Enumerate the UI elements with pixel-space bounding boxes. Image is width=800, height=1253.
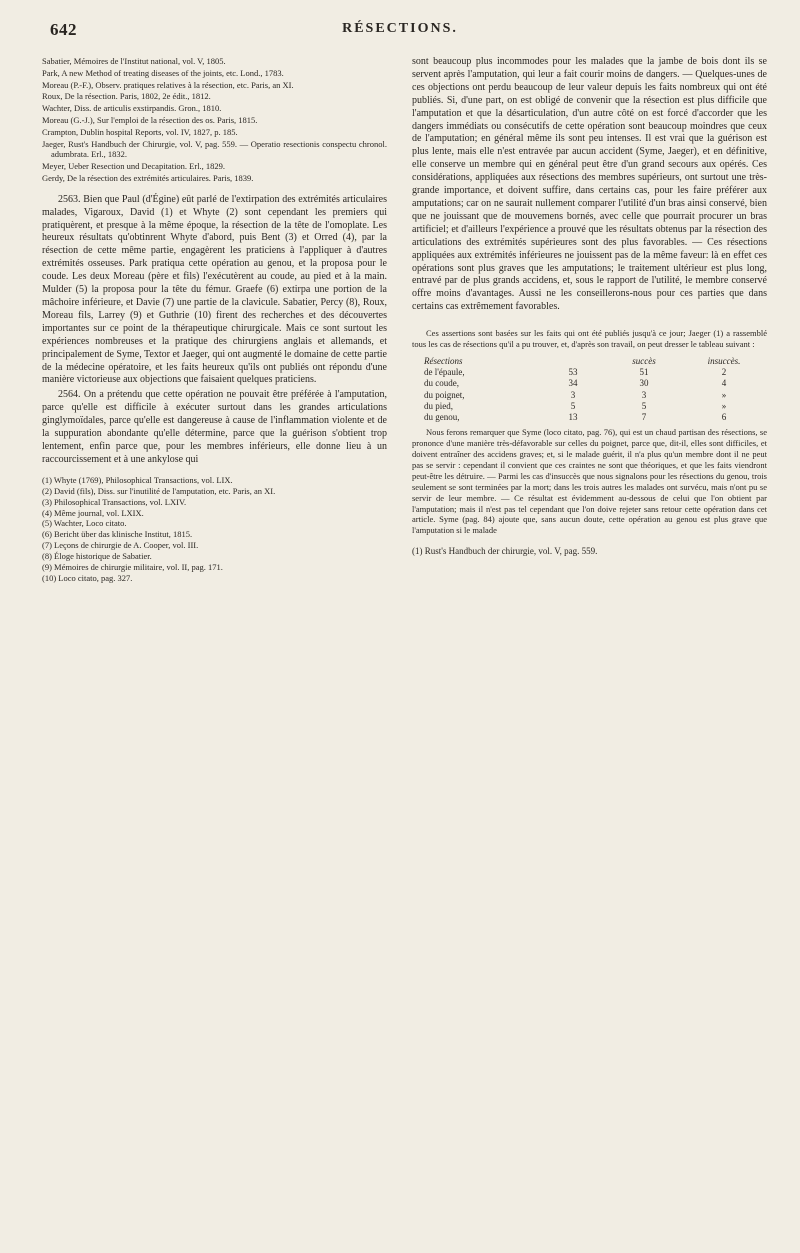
table-row — [412, 390, 767, 401]
table-cell: » — [721, 389, 727, 400]
footnote-intro: Ces assertions sont basées sur les faits qui ont été publiés jusqu'à ce jour; Jaeger (1) a rassemblé tous les cas de résections qu'il a pu trouver, et, d'après son travail, on peut dresser le tableau suivant : — [412, 328, 767, 350]
table-cell: 53 — [568, 367, 578, 378]
table-cell: 3 — [641, 389, 647, 400]
table-row — [412, 367, 767, 378]
running-head: RÉSECTIONS. — [342, 21, 458, 36]
footnote: (4) Même journal, vol. LXIX. — [42, 507, 144, 518]
reference-entry: Moreau (P.-F.), Observ. pratiques relatives à la résection, etc. Paris, an XI. — [42, 79, 294, 90]
paragraph-continued: sont beaucoup plus incommodes pour les malades que la jambe de bois dont ils se servent après l'amputation, qui leur a fait courir moins de dangers. — Quelques-unes de ces objections ont perdu beaucoup de leur valeur depuis les faits nombreux qui ont été publiés. Si, d'une part, on est obligé de convenir que la résection est plus difficile que l'amputation et que la désarticulation, d'un autre côté on est forcé d'accorder que les dangers immédiats ou consécutifs de cette opération sont beaucoup moindres que ceux de l'amputation; en général même ils sont peu intenses. Il est vrai que la guérison est plus lente, mais elle n'est entravée par aucun accident (Syme, Jaeger), et en définitive, elle conserve un membre qui en général peut être d'un grand secours aux opérés. Ces considérations, appliquées aux résections des membres supérieurs, ont surtout une très-grande importance, et doivent suffire, dans certains cas, pour les faire préférer aux amputations; car on ne saurait nullement comparer l'utilité d'un bras ainsi conservé, bien que ne jouissant que de mouvemens bornés, avec celle que pourrait procurer un bras artificiel; et d'ailleurs l'expérience a prouvé que les résultats obtenus par la résection des articulations des extrémités supérieures sont des plus favorables. — Ces résections appliquées aux extrémités inférieures ne jouissent pas de la même faveur: là en effet ces opérations sont plus graves que les amputations; le traitement ultérieur est plus long, entravé par de plus grands accidens, et, sous le rapport de l'utilité, le membre conservé offre moins d'avantages. Aussi ne les conseillerons-nous pour ces parties que dans certains cas extrêmement favorables. — [412, 56, 767, 313]
table-cell: du pied, — [424, 400, 453, 411]
table-cell: 7 — [641, 411, 647, 422]
reference-entry: Moreau (G.-J.), Sur l'emploi de la résection des os. Paris, 1815. — [42, 114, 258, 125]
footnote: (6) Bericht über das klinische Institut, 1815. — [42, 529, 193, 540]
table-header-cell — [542, 356, 604, 367]
page-number: 642 — [50, 20, 77, 39]
table-header-cell: Résections — [424, 355, 463, 366]
table-cell: » — [721, 400, 727, 411]
footnote: (1) Whyte (1769), Philosophical Transactions, vol. LIX. — [42, 474, 233, 485]
reference-entry: Sabatier, Mémoires de l'Institut national, vol. V, 1805. — [42, 56, 226, 66]
reference-entry: Park, A new Method of treating diseases of the joints, etc. Lond., 1783. — [42, 67, 284, 78]
footnote: (1) Rust's Handbuch der chirurgie, vol. V, pag. 559. — [412, 546, 598, 557]
table-cell: 34 — [568, 378, 578, 389]
table-cell: 6 — [721, 411, 727, 422]
table-cell: du genou, — [424, 411, 460, 422]
reference-entry: Wachter, Diss. de articulis exstirpandis. Gron., 1810. — [42, 103, 222, 114]
table-cell: 5 — [641, 400, 647, 411]
footnote: (9) Mémoires de chirurgie militaire, vol. II, pag. 171. — [42, 562, 223, 573]
table-header-row — [412, 356, 767, 367]
footnote: (3) Philosophical Transactions, vol. LXIV. — [42, 496, 187, 507]
footnote: (8) Éloge historique de Sabatier. — [42, 551, 152, 562]
table-cell: de l'épaule, — [424, 367, 465, 378]
table-cell: 3 — [570, 389, 576, 400]
table-cell: 2 — [721, 367, 727, 378]
reference-entry: Gerdy, De la résection des extrémités articulaires. Paris, 1839. — [42, 172, 254, 183]
resection-table — [412, 356, 767, 423]
footnote: (5) Wachter, Loco citato. — [42, 518, 127, 529]
footnote: (10) Loco citato, pag. 327. — [42, 572, 133, 583]
table-cell: du poignet, — [424, 389, 465, 400]
table-cell: 30 — [639, 378, 649, 389]
table-cell: 4 — [721, 378, 727, 389]
right-column — [412, 56, 767, 557]
footnotes — [42, 475, 387, 584]
reference-entry: Meyer, Ueber Resection und Decapitation. Erl., 1829. — [42, 161, 226, 172]
table-cell: 5 — [570, 400, 576, 411]
reference-entry: Roux, De la résection. Paris, 1802, 2e édit., 1812. — [42, 91, 211, 102]
left-column — [42, 56, 387, 584]
page-header — [50, 20, 750, 40]
footnote-after-table: Nous ferons remarquer que Syme (loco citato, pag. 76), qui est un chaud partisan des résections, se prononce d'une manière très-défavorable sur celles du poignet, parce que, dit-il, elles sont difficiles, et doivent entraîner des accidens graves; et, si le malade guérit, il n'a plus qu'un membre dont il ne peut pas se servir : cependant il convient que ces craintes ne sont que théoriques, et que les faits viendront peut-être les détruire. — Parmi les cas d'insuccès que nous signalons pour les résections du genou, trois seulement se sont terminées par la mort; dans les trois autres les malades ont survécu, mais n'ont pu se servir de leur membre. — Ce résultat est évidemment au-dessous de celui que l'on obtient par l'amputation; mais il n'est pas tel cependant que l'on doive rejeter sans retour cette opération dans cet article. Syme (pag. 84) ajoute que, sans aucun doute, cette opération au genou est plus grave que l'amputation si le malade — [412, 427, 767, 536]
table-cell: 51 — [639, 367, 649, 378]
table-row — [412, 378, 767, 389]
footnote: (2) David (fils), Diss. sur l'inutilité de l'amputation, etc. Paris, an XI. — [42, 485, 276, 496]
reference-entry: Crampton, Dublin hospital Reports, vol. IV, 1827, p. 185. — [42, 126, 238, 137]
reference-entry: Jaeger, Rust's Handbuch der Chirurgie, vol. V, pag. 559. — Operatio resectionis conspectu chronol. adumbrata. Erl., 1832. — [42, 138, 387, 160]
table-header-cell: insuccès. — [707, 355, 741, 366]
table-cell: du coude, — [424, 378, 459, 389]
table-cell: 13 — [568, 411, 578, 422]
table-row — [412, 401, 767, 412]
paragraph-2564: 2564. On a prétendu que cette opération ne pouvait être préférée à l'amputation, parce qu'elle est difficile à exécuter surtout dans les grandes articulations ginglymoïdales, parce qu'elle est dangereuse à cause de l'inflammation violente et de la suppuration abondante qu'elle détermine, parce que la guérison s'obtient trop lentement, enfin parce que, pour les membres inférieurs, elle donne lieu à un raccourcissement et à une ankylose qui — [42, 389, 387, 465]
table-row — [412, 412, 767, 423]
bibliography — [42, 56, 387, 184]
table-header-cell: succès — [632, 355, 656, 366]
footnote: (7) Leçons de chirurgie de A. Cooper, vol. III. — [42, 540, 199, 551]
paragraph-2563: 2563. Bien que Paul (d'Égine) eût parlé de l'extirpation des extrémités articulaires malades, Vigaroux, David (1) et Whyte (2) sont cependant les premiers qui pratiquèrent, et presque à la même époque, la résection de la tête de l'omoplate. Les heureux résultats qu'obtinrent Whyte d'abord, puis Bent (3) et Orred (4), par la résection de cette même partie, engagèrent les praticiens à l'appliquer à d'autres extrémités osseuses. Park pratiqua cette opération au genou, et la proposa pour le coude. Les deux Moreau (père et fils) l'exécutèrent au coude, au pied et à la main. Mulder (5) la proposa pour la tête du fémur. Graefe (6) extirpa une portion de la mâchoire inférieure, et Davie (7) une partie de la clavicule. Sabatier, Percy (8), Roux, Moreau fils, Larrey (9) et Guthrie (10) firent des recherches et des découvertes importantes sur ce point de la thérapeutique chirurgicale. Mais ce sont surtout les expériences nombreuses et la pratique des chirurgiens anglais et allemands, et principalement de Syme, Textor et Jaeger, qui ont augmenté le domaine de cette partie de la médecine opératoire, et les faits heureux qu'ils ont publiés ont répondu d'une manière victorieuse aux objections que faisaient quelques praticiens. — [42, 193, 387, 386]
